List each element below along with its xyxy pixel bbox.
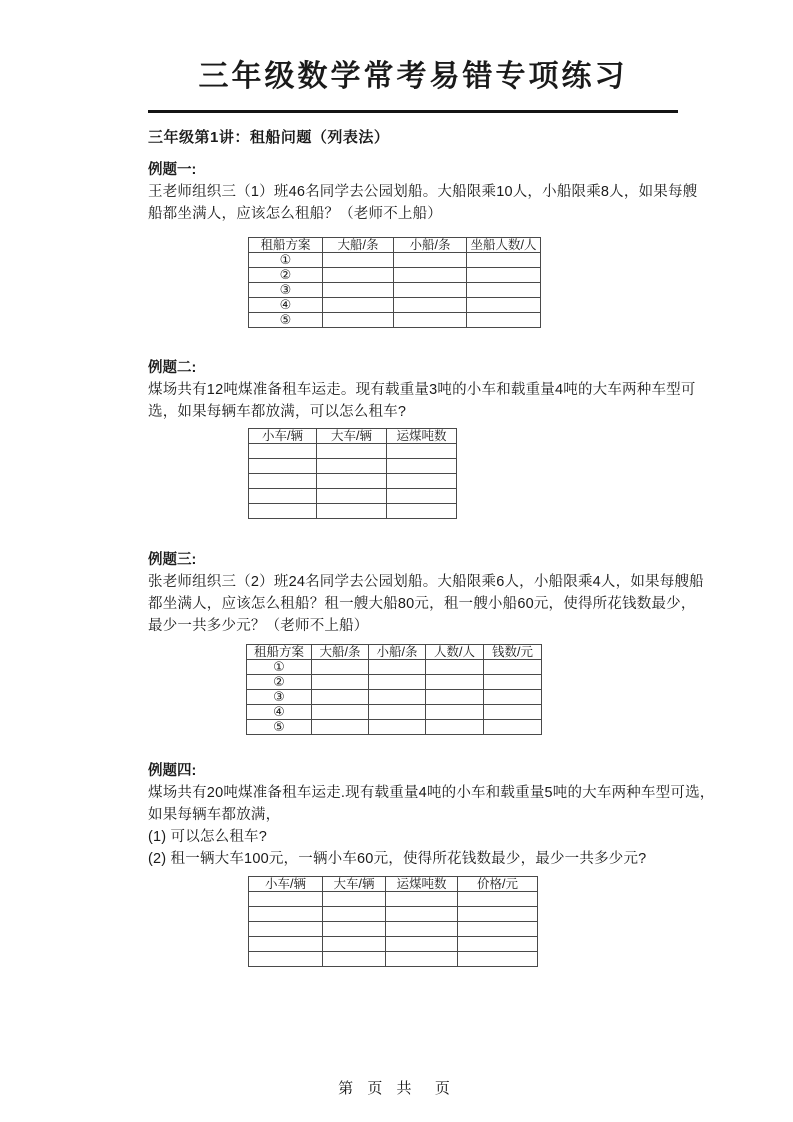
boat-rental-table-1 <box>248 237 541 328</box>
table-cell <box>387 459 457 474</box>
table-cell <box>458 907 538 922</box>
table-cell <box>249 907 323 922</box>
table-cell <box>312 675 369 690</box>
table-header-cell: 租船方案 <box>247 645 312 660</box>
table-row <box>247 675 542 690</box>
table-header-cell: 运煤吨数 <box>386 877 458 892</box>
table-cell <box>426 675 484 690</box>
table-cell <box>312 720 369 735</box>
table-header-cell: 人数/人 <box>426 645 484 660</box>
table-cell <box>386 907 458 922</box>
table-header-cell: 大车/辆 <box>323 877 386 892</box>
table-cell <box>323 283 394 298</box>
row-label-cell: ④ <box>247 705 312 720</box>
table-row <box>249 313 541 328</box>
table-row <box>249 952 538 967</box>
table-header-cell: 大船/条 <box>323 238 394 253</box>
table-row <box>249 922 538 937</box>
table-cell <box>394 298 467 313</box>
problem-3-label: 例题三: <box>148 552 197 568</box>
table-cell <box>369 675 426 690</box>
table-cell <box>458 952 538 967</box>
table-row <box>249 937 538 952</box>
table-cell <box>484 675 542 690</box>
table-row <box>247 720 542 735</box>
table-cell <box>317 474 387 489</box>
table-cell <box>369 660 426 675</box>
table-header-row <box>249 877 538 892</box>
table-header-cell: 小车/辆 <box>249 877 323 892</box>
table-header-row <box>247 645 542 660</box>
table-cell <box>484 720 542 735</box>
table-cell <box>386 937 458 952</box>
coal-truck-table-4 <box>248 876 538 967</box>
problem-block-3 <box>148 549 704 735</box>
table-row <box>249 907 538 922</box>
table-cell <box>426 690 484 705</box>
row-label-cell: ① <box>247 660 312 675</box>
table-cell <box>323 907 386 922</box>
table-cell <box>323 298 394 313</box>
table-cell <box>467 313 541 328</box>
table-cell <box>426 705 484 720</box>
page-title: 三年级数学常考易错专项练习 <box>198 60 628 93</box>
table-header-cell: 运煤吨数 <box>387 429 457 444</box>
table-cell <box>323 922 386 937</box>
table-cell <box>394 268 467 283</box>
table-cell <box>387 504 457 519</box>
table-cell <box>458 892 538 907</box>
table-cell <box>249 922 323 937</box>
table-cell <box>312 705 369 720</box>
table-cell <box>484 705 542 720</box>
problem-2-text-line: 选，如果每辆车都放满，可以怎么租车? <box>148 404 407 420</box>
table-row <box>249 459 457 474</box>
row-label-cell: ③ <box>249 283 323 298</box>
table-cell <box>387 444 457 459</box>
problem-4-text-line: (2) 租一辆大车100元，一辆小车60元，使得所花钱数最少，最少一共多少元? <box>148 851 647 867</box>
problem-4-text-line: 如果每辆车都放满， <box>148 807 281 823</box>
table-cell <box>249 892 323 907</box>
page-content <box>148 0 715 967</box>
table-cell <box>323 952 386 967</box>
problem-3-text-line: 最少一共多少元？（老师不上船） <box>148 618 369 634</box>
table-row <box>249 892 538 907</box>
page-footer: 第 页 共 页 <box>338 1080 455 1097</box>
table-cell <box>317 489 387 504</box>
table-cell <box>369 720 426 735</box>
table-cell <box>323 268 394 283</box>
table-header-cell: 租船方案 <box>249 238 323 253</box>
table-header-cell: 钱数/元 <box>484 645 542 660</box>
coal-truck-table-2 <box>248 428 457 519</box>
problem-block-4 <box>148 760 715 967</box>
row-label-cell: ② <box>249 268 323 283</box>
table-cell <box>467 253 541 268</box>
table-cell <box>312 660 369 675</box>
table-cell <box>249 937 323 952</box>
table-row <box>249 283 541 298</box>
table-cell <box>426 660 484 675</box>
table-row <box>247 660 542 675</box>
table-row <box>249 489 457 504</box>
problem-block-2 <box>148 357 696 519</box>
table-cell <box>249 504 317 519</box>
problem-2-label: 例题二: <box>148 360 197 376</box>
row-label-cell: ⑤ <box>247 720 312 735</box>
table-cell <box>394 283 467 298</box>
table-cell <box>394 253 467 268</box>
problem-2-text-line: 煤场共有12吨煤准备租车运走。现有载重量3吨的小车和载重量4吨的大车两种车型可 <box>148 382 696 398</box>
problem-4-text-line: 煤场共有20吨煤准备租车运走.现有载重量4吨的小车和载重量5吨的大车两种车型可选， <box>148 785 715 801</box>
table-header-row <box>249 429 457 444</box>
problem-block-1 <box>148 159 698 328</box>
table-row <box>247 690 542 705</box>
table-cell <box>386 892 458 907</box>
table-cell <box>458 937 538 952</box>
table-header-cell: 价格/元 <box>458 877 538 892</box>
table-cell <box>387 474 457 489</box>
table-cell <box>323 892 386 907</box>
boat-rental-table-3 <box>246 644 542 735</box>
table-row <box>249 504 457 519</box>
table-cell <box>467 298 541 313</box>
row-label-cell: ④ <box>249 298 323 313</box>
table-row <box>247 705 542 720</box>
row-label-cell: ③ <box>247 690 312 705</box>
problem-3-text-line: 张老师组织三（2）班24名同学去公园划船。大船限乘6人，小船限乘4人，如果每艘船 <box>148 574 704 590</box>
section-heading: 三年级第1讲：租船问题（列表法） <box>148 129 390 146</box>
table-cell <box>369 705 426 720</box>
table-row <box>249 298 541 313</box>
problem-3-text-line: 都坐满人，应该怎么租船？租一艘大船80元，租一艘小船60元，使得所花钱数最少， <box>148 596 696 612</box>
row-label-cell: ⑤ <box>249 313 323 328</box>
table-cell <box>317 459 387 474</box>
table-header-cell: 小车/辆 <box>249 429 317 444</box>
table-cell <box>249 474 317 489</box>
table-cell <box>467 268 541 283</box>
table-cell <box>249 459 317 474</box>
table-row <box>249 474 457 489</box>
row-label-cell: ② <box>247 675 312 690</box>
table-header-cell: 大车/辆 <box>317 429 387 444</box>
table-header-cell: 小船/条 <box>394 238 467 253</box>
problem-1-text-line: 船都坐满人，应该怎么租船？（老师不上船） <box>148 206 442 222</box>
problem-1-text-line: 王老师组织三（1）班46名同学去公园划船。大船限乘10人，小船限乘8人，如果每艘 <box>148 184 698 200</box>
table-cell <box>317 504 387 519</box>
table-cell <box>484 660 542 675</box>
table-cell <box>394 313 467 328</box>
table-cell <box>467 283 541 298</box>
title-divider <box>148 110 678 113</box>
table-cell <box>323 937 386 952</box>
table-cell <box>323 253 394 268</box>
table-cell <box>386 922 458 937</box>
table-row <box>249 444 457 459</box>
table-header-cell: 大船/条 <box>312 645 369 660</box>
problem-1-label: 例题一: <box>148 162 197 178</box>
table-header-cell: 小船/条 <box>369 645 426 660</box>
table-cell <box>386 952 458 967</box>
table-header-cell: 坐船人数/人 <box>467 238 541 253</box>
table-cell <box>249 489 317 504</box>
table-row <box>249 268 541 283</box>
problem-4-text-line: (1) 可以怎么租车? <box>148 829 268 845</box>
table-cell <box>323 313 394 328</box>
table-cell <box>249 952 323 967</box>
table-cell <box>484 690 542 705</box>
table-cell <box>317 444 387 459</box>
row-label-cell: ① <box>249 253 323 268</box>
problem-4-label: 例题四: <box>148 763 197 779</box>
table-cell <box>312 690 369 705</box>
table-header-row <box>249 238 541 253</box>
table-cell <box>426 720 484 735</box>
table-cell <box>387 489 457 504</box>
table-row <box>249 253 541 268</box>
table-cell <box>458 922 538 937</box>
table-cell <box>369 690 426 705</box>
table-cell <box>249 444 317 459</box>
